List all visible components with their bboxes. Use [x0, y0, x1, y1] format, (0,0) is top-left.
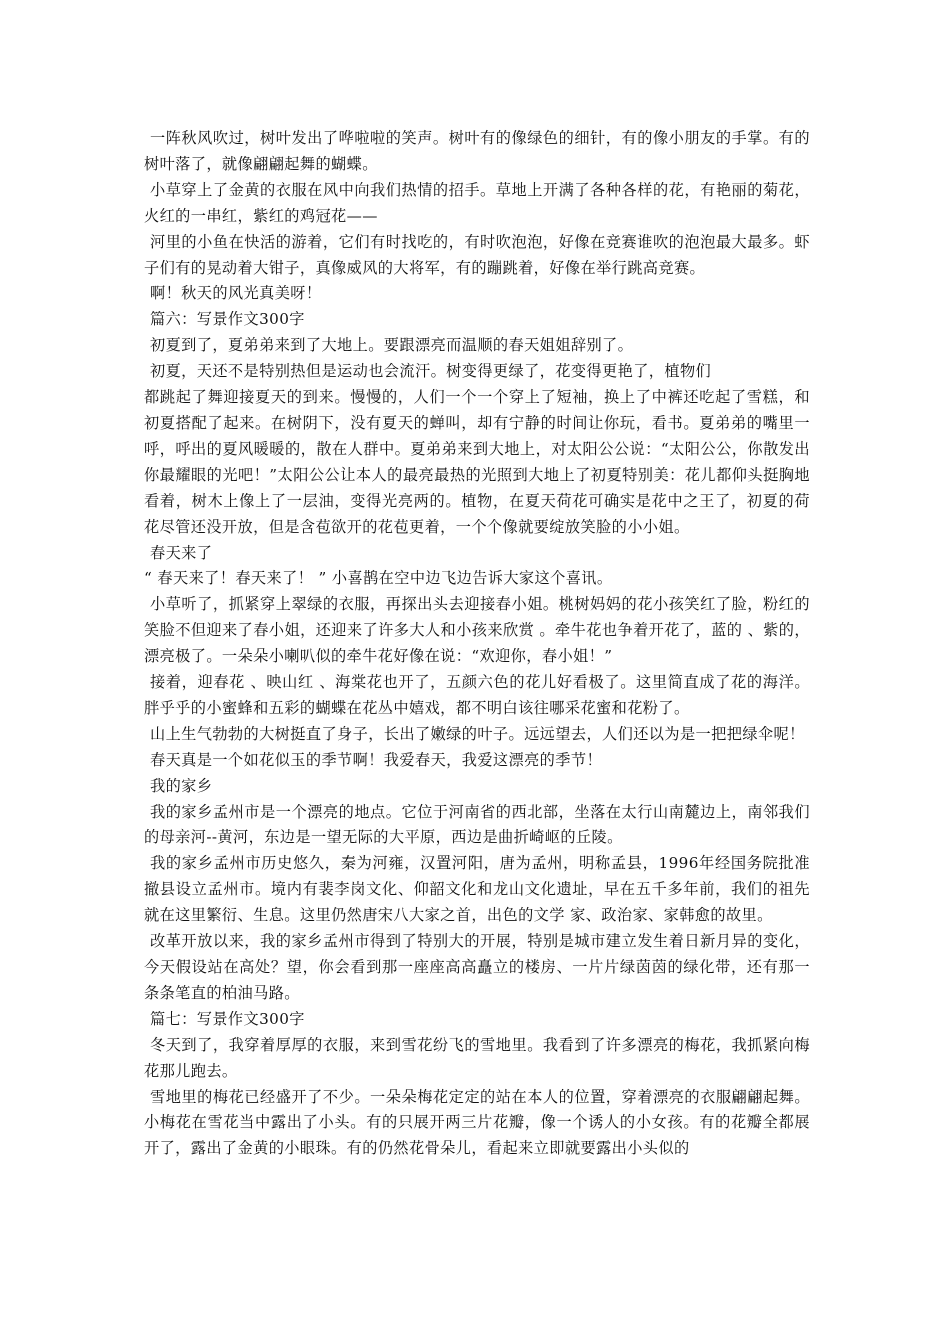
paragraph: 小草听了，抓紧穿上翠绿的衣服，再探出头去迎接春小姐。桃树妈妈的花小孩笑红了脸，粉红的笑脸不但迎来了春小姐，还迎来了许多大人和小孩来欣赏 。牵牛花也争着开花了，蓝的 、紫的，漂亮极了。一朵朵小喇叭似的牵牛花好像在说：“欢迎你，春小姐！”: [144, 595, 810, 666]
paragraph: 雪地里的梅花已经盛开了不少。一朵朵梅花定定的站在本人的位置，穿着漂亮的衣服翩翩起舞。小梅花在雪花当中露出了小头。有的只展开两三片花瓣，像一个诱人的小女孩。有的花瓣全都展开了，露出了金黄的小眼珠。有的仍然花骨朵儿，看起来立即就要露出小头似的: [144, 1087, 810, 1158]
section-heading: 篇七：写景作文300字: [150, 1009, 305, 1028]
paragraph: 初夏到了，夏弟弟来到了大地上。要跟漂亮而温顺的春天姐姐辞别了。: [150, 336, 634, 355]
paragraph: 一阵秋风吹过，树叶发出了哗啦啦的笑声。树叶有的像绿色的细针，有的像小朋友的手掌。有的树叶落了，就像翩翩起舞的蝴蝶。: [144, 129, 810, 173]
paragraph: 小草穿上了金黄的衣服在风中向我们热情的招手。草地上开满了各种各样的花，有艳丽的菊花，火红的一串红，紫红的鸡冠花——: [144, 180, 810, 225]
section-heading: 篇六：写景作文300字: [150, 310, 305, 329]
paragraph: 初夏，天还不是特别热但是运动也会流汗。树变得更绿了，花变得更艳了，植物们: [150, 362, 712, 381]
document-body: [144, 126, 810, 1162]
paragraph: 冬天到了，我穿着厚厚的衣服，来到雪花纷飞的雪地里。我看到了许多漂亮的梅花，我抓紧向梅花那儿跑去。: [144, 1035, 810, 1080]
paragraph: 改革开放以来，我的家乡孟州市得到了特别大的开展，特别是城市建立发生着日新月异的变化，今天假设站在高处？望，你会看到那一座座高高矗立的楼房、一片片绿茵茵的绿化带，还有那一条条笔直的柏油马路。: [144, 932, 810, 1002]
paragraph: “ 春天来了！春天来了！ ” 小喜鹊在空中边飞边告诉大家这个喜讯。: [144, 569, 613, 588]
paragraph: 我的家乡孟州市是一个漂亮的地点。它位于河南省的西北部，坐落在太行山南麓边上，南邻我们的母亲河--黄河，东边是一望无际的大平原，西边是曲折崎岖的丘陵。: [144, 802, 810, 847]
section-heading: 我的家乡: [150, 776, 213, 795]
paragraph: 啊！秋天的风光真美呀！: [150, 284, 322, 303]
paragraph: 接着，迎春花 、映山红 、海棠花也开了，五颜六色的花儿好看极了。这里简直成了花的海洋。胖乎乎的小蜜蜂和五彩的蝴蝶在花丛中嬉戏，都不明白该往哪采花蜜和花粉了。: [144, 673, 810, 717]
paragraph: 都跳起了舞迎接夏天的到来。慢慢的，人们一个一个穿上了短袖，换上了中裤还吃起了雪糕，和初夏搭配了起来。在树阴下，没有夏天的蝉叫，却有宁静的时间让你玩，看书。夏弟弟的嘴里一呼，呼出的夏风暖暖的，散在人群中。夏弟弟来到大地上，对太阳公公说：“太阳公公，你散发出你最耀眼的光吧！”太阳公公让本人的最亮最热的光照到大地上了初夏特别美：花儿都仰头挺胸地看着，树木上像上了一层油，变得光亮两的。植物，在夏天荷花可确实是花中之王了，初夏的荷花尽管还没开放，但是含苞欲开的花苞更着，一个个像就要绽放笑脸的小小姐。: [144, 388, 810, 536]
paragraph: 山上生气勃勃的大树挺直了身子，长出了嫩绿的叶子。远远望去，人们还以为是一把把绿伞呢！: [150, 724, 805, 743]
paragraph: 河里的小鱼在快活的游着，它们有时找吃的，有时吹泡泡，好像在竞赛谁吹的泡泡最大最多。虾子们有的晃动着大钳子，真像威风的大将军，有的蹦跳着，好像在举行跳高竞赛。: [144, 232, 810, 277]
paragraph: 春天真是一个如花似玉的季节啊！我爱春天，我爱这漂亮的季节！: [150, 750, 603, 769]
paragraph: 我的家乡孟州市历史悠久，秦为河雍，汉置河阳，唐为孟州，明称孟县，1996年经国务院批准撤县设立孟州市。境内有裴李岗文化、仰韶文化和龙山文化遗址，早在五千多年前，我们的祖先就在这里繁衍、生息。这里仍然唐宋八大家之首，出色的文学 家、政治家、家韩愈的故里。: [144, 854, 810, 925]
section-heading: 春天来了: [150, 543, 213, 562]
